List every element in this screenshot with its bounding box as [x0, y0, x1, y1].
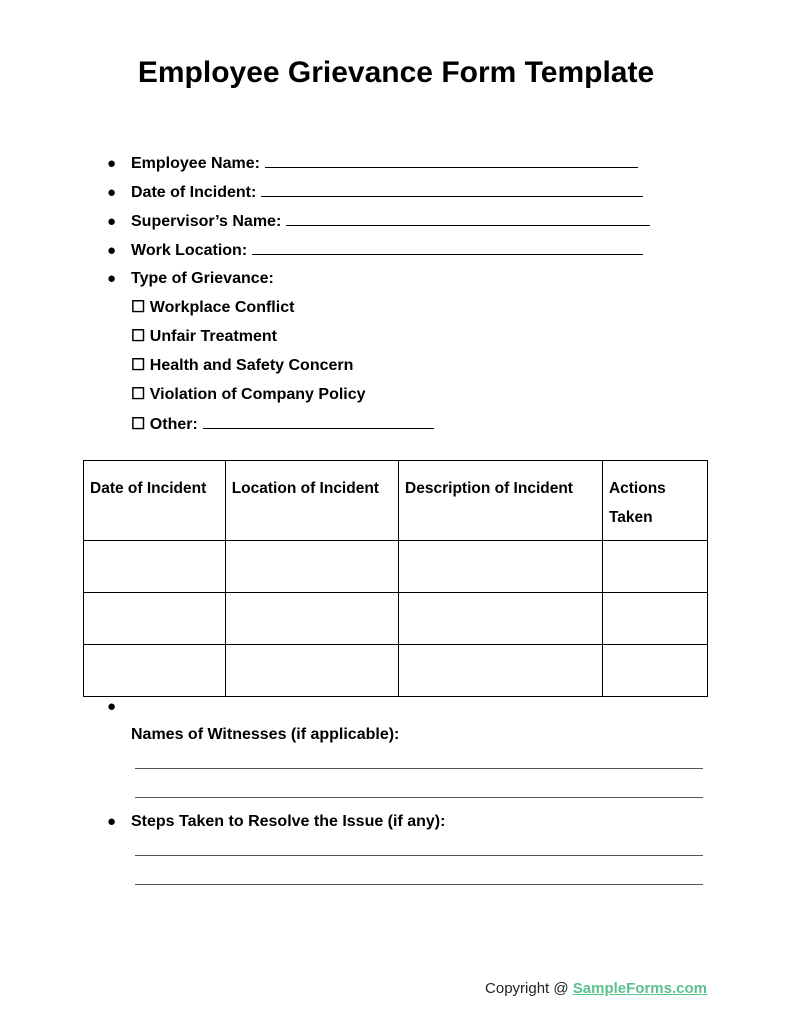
- bullet: ●: [107, 698, 117, 715]
- table-cell[interactable]: [225, 541, 398, 593]
- field-label: Steps Taken to Resolve the Issue (if any):: [131, 813, 446, 830]
- table-cell[interactable]: [399, 645, 603, 697]
- column-header: Location of Incident: [225, 461, 398, 541]
- bullet: ●: [107, 184, 117, 201]
- checkbox-icon[interactable]: ☐: [131, 299, 146, 316]
- checkbox-other[interactable]: [131, 414, 434, 435]
- steps-line-2[interactable]: [135, 884, 703, 885]
- checkbox-icon[interactable]: ☐: [131, 386, 146, 403]
- steps-line-1[interactable]: [135, 855, 703, 856]
- checkbox-policy-violation[interactable]: [131, 385, 366, 405]
- checkbox-unfair-treatment[interactable]: [131, 327, 277, 347]
- sampleforms-link[interactable]: SampleForms.com: [572, 980, 707, 997]
- employee-name-input[interactable]: [265, 153, 638, 168]
- bullet: ●: [107, 213, 117, 230]
- checkbox-icon[interactable]: ☐: [131, 328, 146, 345]
- table-row: [84, 541, 708, 593]
- table-cell[interactable]: [602, 541, 707, 593]
- checkbox-label: Other:: [149, 416, 198, 433]
- column-header: Date of Incident: [84, 461, 226, 541]
- witnesses-label: Names of Witnesses (if applicable):: [131, 726, 400, 743]
- table-row: [84, 645, 708, 697]
- date-of-incident-input[interactable]: [261, 182, 643, 197]
- footer-copyright: [485, 980, 707, 997]
- table-cell[interactable]: [84, 645, 226, 697]
- bullet: ●: [107, 242, 117, 259]
- field-label: Date of Incident:: [131, 184, 257, 201]
- incident-table: [83, 460, 708, 697]
- field-label: Work Location:: [131, 242, 248, 259]
- checkbox-icon[interactable]: ☐: [131, 357, 146, 374]
- field-label: Supervisor’s Name:: [131, 213, 282, 230]
- table-header-row: [84, 461, 708, 541]
- field-date-of-incident: [107, 182, 643, 202]
- table-row: [84, 593, 708, 645]
- table-cell[interactable]: [399, 541, 603, 593]
- table-cell[interactable]: [602, 593, 707, 645]
- table-cell[interactable]: [225, 645, 398, 697]
- copyright-text: Copyright @: [485, 980, 573, 997]
- witnesses-line-2[interactable]: [135, 797, 703, 798]
- table-cell[interactable]: [399, 593, 603, 645]
- bullet: ●: [107, 270, 117, 287]
- witnesses-bullet: [107, 697, 131, 717]
- field-steps-taken: [107, 812, 445, 832]
- field-employee-name: [107, 153, 638, 173]
- column-header: Description of Incident: [399, 461, 603, 541]
- table-cell[interactable]: [84, 593, 226, 645]
- column-header: Actions Taken: [602, 461, 707, 541]
- field-supervisor-name: [107, 211, 650, 231]
- other-input[interactable]: [203, 414, 434, 429]
- bullet: ●: [107, 813, 117, 830]
- supervisor-name-input[interactable]: [286, 211, 650, 226]
- bullet: ●: [107, 155, 117, 172]
- checkbox-health-safety[interactable]: [131, 356, 353, 376]
- checkbox-workplace-conflict[interactable]: [131, 298, 294, 318]
- table-cell[interactable]: [225, 593, 398, 645]
- checkbox-icon[interactable]: ☐: [131, 416, 146, 433]
- field-work-location: [107, 240, 643, 260]
- table-cell[interactable]: [84, 541, 226, 593]
- witnesses-line-1[interactable]: [135, 768, 703, 769]
- checkbox-label: Unfair Treatment: [149, 328, 277, 345]
- field-type-of-grievance: [107, 269, 274, 289]
- field-label: Type of Grievance:: [131, 270, 274, 287]
- page-title: Employee Grievance Form Template: [137, 56, 655, 89]
- work-location-input[interactable]: [252, 240, 643, 255]
- table-cell[interactable]: [602, 645, 707, 697]
- checkbox-label: Health and Safety Concern: [149, 357, 354, 374]
- field-label: Employee Name:: [131, 155, 260, 172]
- checkbox-label: Workplace Conflict: [149, 299, 295, 316]
- checkbox-label: Violation of Company Policy: [149, 386, 366, 403]
